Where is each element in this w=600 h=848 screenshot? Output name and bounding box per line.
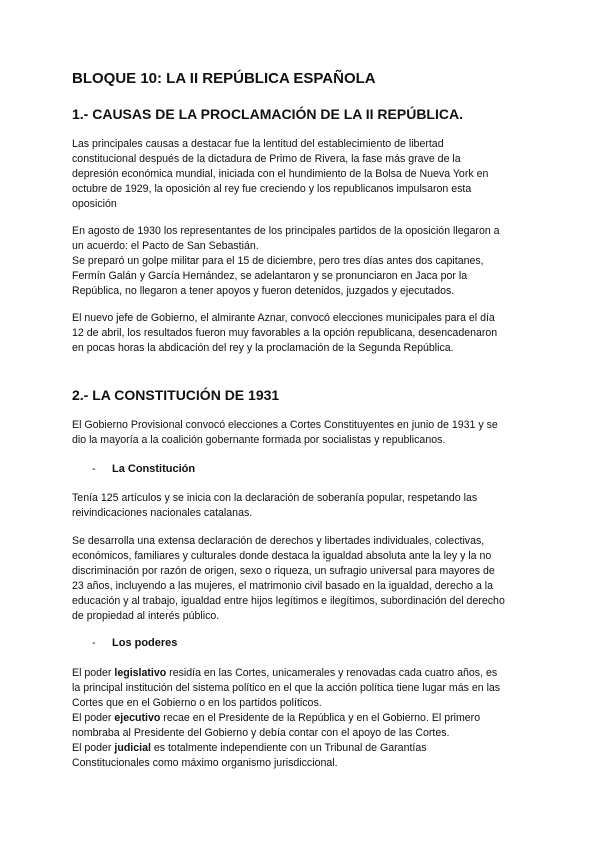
text-line: nombraba al Presidente del Gobierno y debía contar con el apoyo de las Cortes. [72,727,450,739]
bullet-los-poderes [92,637,177,649]
text-line: constitucional después de la dictadura de Primo de Rivera, la fase más grave de la [72,153,461,165]
text-line: Fermín Galán y García Hernández, se adelantaron y se pronunciaron en Jaca por la [72,270,468,282]
section-2-heading: 2.- LA CONSTITUCIÓN DE 1931 [72,387,280,403]
text-line: depresión económica mundial, iniciada con el hundimiento de la Bolsa de Nueva York en [72,168,489,180]
text-line: dio la mayoría a la coalición gobernante formada por socialistas y republicanos. [72,434,446,446]
text-run: El poder [72,742,115,754]
text-line: El Gobierno Provisional convocó elecciones a Cortes Constituyentes en junio de 1931 y se [72,419,498,431]
text-line: 12 de abril, los resultados fueron muy favorables a la opción republicana, desencadenaron [72,327,498,339]
text-line: la principal institución del sistema político en el que la acción política tiene lugar más en las [72,682,501,694]
section-1-heading: 1.- CAUSAS DE LA PROCLAMACIÓN DE LA II REPÚBLICA. [72,106,463,122]
text-line: Se desarrolla una extensa declaración de derechos y libertades individuales, colectivas, [72,535,485,547]
section-1-paragraph-2 [72,224,528,299]
text-line: República, no llegaron a tener apoyos y fueron detenidos, juzgados y ejecutados. [72,285,455,297]
bullet-dash: - [92,463,96,475]
section-2-paragraph-1 [72,418,528,448]
bullet-label: La Constitución [112,463,196,475]
bullet-dash: - [92,637,96,649]
text-run: recae en el Presidente de la República y en el Gobierno. El primero [160,712,481,724]
text-run: es totalmente independiente con un Tribunal de Garantías [150,742,427,754]
section-1-paragraph-3 [72,311,528,356]
text-line [72,666,528,681]
bullet-la-constitucion [92,463,195,475]
text-run: El poder [72,712,115,724]
bullet-label: Los poderes [112,637,178,649]
text-line: Cortes que en el Gobierno o en los partidos políticos. [72,697,322,709]
section-2-paragraph-3 [72,534,528,624]
document-title: BLOQUE 10: LA II REPÚBLICA ESPAÑOLA [72,70,376,87]
text-line [72,741,528,756]
section-2-paragraph-4 [72,666,528,771]
text-line: Las principales causas a destacar fue la lentitud del establecimiento de libertad [72,138,444,150]
text-line: oposición [72,198,117,210]
text-line: El nuevo jefe de Gobierno, el almirante Aznar, convocó elecciones municipales para el día [72,312,495,324]
text-line: discriminación por razón de origen, sexo o riqueza, un sufragio universal para mayores de [72,565,495,577]
text-line: En agosto de 1930 los representantes de los principales partidos de la oposición llegaron a [72,225,500,237]
text-line: en pocas horas la abdicación del rey y la proclamación de la Segunda República. [72,342,454,354]
text-line: Se preparó un golpe militar para el 15 de diciembre, pero tres días antes dos capitanes, [72,255,484,267]
text-run: El poder [72,667,115,679]
text-line: educación y al trabajo, igualdad entre hijos legítimos e ilegítimos, subordinación del derecho [72,595,505,607]
text-line: Tenía 125 artículos y se inicia con la declaración de soberanía popular, respetando las [72,492,478,504]
text-line: Constitucionales como máximo organismo jurisdiccional. [72,757,338,769]
text-line: un acuerdo: el Pacto de San Sebastián. [72,240,259,252]
text-line: económicos, familiares y culturales donde destaca la igualdad absoluta ante la ley y la no [72,550,492,562]
text-line: 23 años, incluyendo a las mujeres, el matrimonio civil basado en la igualdad, derecho a la [72,580,494,592]
text-line: reivindicaciones nacionales catalanas. [72,507,253,519]
section-2-paragraph-2 [72,491,528,521]
text-line: de propiedad al interés público. [72,610,220,622]
section-1-paragraph-1 [72,137,528,212]
text-run: residía en las Cortes, unicamerales y renovadas cada cuatro años, es [166,667,498,679]
text-line: octubre de 1929, la oposición al rey fue creciendo y los republicanos impulsaron esta [72,183,472,195]
bold-term-legislativo: legislativo [114,667,167,679]
bold-term-ejecutivo: ejecutivo [114,712,161,724]
text-line [72,711,528,726]
bold-term-judicial: judicial [114,742,151,754]
